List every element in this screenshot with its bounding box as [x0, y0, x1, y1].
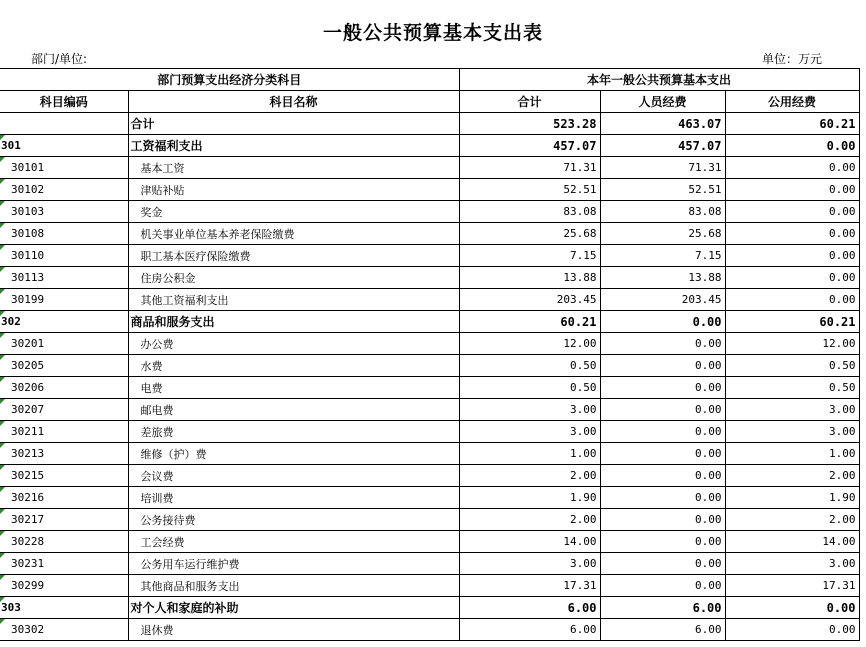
row-total-cell: 2.00 [459, 509, 600, 531]
row-name-cell: 商品和服务支出 [128, 311, 459, 333]
row-personnel-cell: 71.31 [600, 157, 725, 179]
row-personnel-cell: 6.00 [600, 619, 725, 641]
row-name-cell: 其他商品和服务支出 [128, 575, 459, 597]
row-code-cell: 30113 [0, 267, 128, 289]
unit-label: 单位：万元 [762, 52, 823, 66]
row-code-cell: 30299 [0, 575, 128, 597]
row-name-cell: 机关事业单位基本养老保险缴费 [128, 223, 459, 245]
table-row [0, 377, 859, 399]
row-name-cell: 维修（护）费 [128, 443, 459, 465]
row-personnel-cell: 0.00 [600, 487, 725, 509]
row-code-cell: 30205 [0, 355, 128, 377]
row-public-cell: 14.00 [725, 531, 859, 553]
row-total-cell: 1.00 [459, 443, 600, 465]
row-code-cell: 30110 [0, 245, 128, 267]
row-personnel-cell: 13.88 [600, 267, 725, 289]
table-row [0, 311, 859, 333]
row-name-cell: 退休费 [128, 619, 459, 641]
row-public-cell: 0.00 [725, 179, 859, 201]
header-col-name: 科目名称 [128, 91, 459, 113]
row-name-cell: 培训费 [128, 487, 459, 509]
row-public-cell: 2.00 [725, 465, 859, 487]
row-personnel-cell: 0.00 [600, 443, 725, 465]
row-total-cell: 1.90 [459, 487, 600, 509]
table-row [0, 465, 859, 487]
row-public-cell: 60.21 [725, 113, 859, 135]
row-name-cell: 办公费 [128, 333, 459, 355]
row-personnel-cell: 25.68 [600, 223, 725, 245]
table-row [0, 509, 859, 531]
row-public-cell: 0.00 [725, 289, 859, 311]
row-public-cell: 0.00 [725, 245, 859, 267]
table-row [0, 289, 859, 311]
table-row [0, 597, 859, 619]
row-total-cell: 523.28 [459, 113, 600, 135]
table-row [0, 487, 859, 509]
row-total-cell: 457.07 [459, 135, 600, 157]
table-row [0, 553, 859, 575]
row-public-cell: 0.00 [725, 223, 859, 245]
row-name-cell: 合计 [128, 113, 459, 135]
row-personnel-cell: 0.00 [600, 399, 725, 421]
table-row [0, 333, 859, 355]
row-personnel-cell: 0.00 [600, 465, 725, 487]
row-code-cell: 30213 [0, 443, 128, 465]
row-name-cell: 工会经费 [128, 531, 459, 553]
row-personnel-cell: 463.07 [600, 113, 725, 135]
row-public-cell: 0.00 [725, 619, 859, 641]
row-name-cell: 公务接待费 [128, 509, 459, 531]
table-row [0, 355, 859, 377]
table-row [0, 135, 859, 157]
row-personnel-cell: 6.00 [600, 597, 725, 619]
row-name-cell: 职工基本医疗保险缴费 [128, 245, 459, 267]
row-total-cell: 52.51 [459, 179, 600, 201]
row-public-cell: 12.00 [725, 333, 859, 355]
table-row [0, 201, 859, 223]
table-row [0, 443, 859, 465]
row-code-cell: 303 [0, 597, 128, 619]
row-personnel-cell: 0.00 [600, 509, 725, 531]
row-code-cell: 301 [0, 135, 128, 157]
row-name-cell: 住房公积金 [128, 267, 459, 289]
row-public-cell: 0.00 [725, 135, 859, 157]
table-row [0, 267, 859, 289]
row-code-cell: 30102 [0, 179, 128, 201]
row-total-cell: 17.31 [459, 575, 600, 597]
row-code-cell: 30108 [0, 223, 128, 245]
row-name-cell: 差旅费 [128, 421, 459, 443]
row-code-cell [0, 113, 128, 135]
row-name-cell: 津贴补贴 [128, 179, 459, 201]
row-personnel-cell: 457.07 [600, 135, 725, 157]
row-public-cell: 0.00 [725, 201, 859, 223]
row-personnel-cell: 0.00 [600, 421, 725, 443]
row-total-cell: 0.50 [459, 377, 600, 399]
row-total-cell: 83.08 [459, 201, 600, 223]
row-public-cell: 3.00 [725, 421, 859, 443]
header-col-personnel: 人员经费 [600, 91, 725, 113]
row-personnel-cell: 0.00 [600, 553, 725, 575]
row-total-cell: 25.68 [459, 223, 600, 245]
row-total-cell: 71.31 [459, 157, 600, 179]
row-total-cell: 3.00 [459, 421, 600, 443]
row-name-cell: 邮电费 [128, 399, 459, 421]
row-total-cell: 60.21 [459, 311, 600, 333]
row-code-cell: 30216 [0, 487, 128, 509]
header-group-left: 部门预算支出经济分类科目 [0, 69, 459, 91]
row-code-cell: 30228 [0, 531, 128, 553]
table-row [0, 179, 859, 201]
row-code-cell: 302 [0, 311, 128, 333]
header-group-right: 本年一般公共预算基本支出 [459, 69, 859, 91]
row-public-cell: 1.90 [725, 487, 859, 509]
row-public-cell: 1.00 [725, 443, 859, 465]
table-row [0, 575, 859, 597]
row-personnel-cell: 0.00 [600, 531, 725, 553]
row-code-cell: 30206 [0, 377, 128, 399]
table-row [0, 421, 859, 443]
row-public-cell: 0.00 [725, 267, 859, 289]
row-public-cell: 0.00 [725, 157, 859, 179]
row-public-cell: 2.00 [725, 509, 859, 531]
row-name-cell: 对个人和家庭的补助 [128, 597, 459, 619]
row-code-cell: 30199 [0, 289, 128, 311]
row-personnel-cell: 203.45 [600, 289, 725, 311]
row-personnel-cell: 0.00 [600, 377, 725, 399]
row-name-cell: 奖金 [128, 201, 459, 223]
row-name-cell: 公务用车运行维护费 [128, 553, 459, 575]
header-col-code: 科目编码 [0, 91, 128, 113]
table-row [0, 223, 859, 245]
page-title: 一般公共预算基本支出表 [322, 22, 543, 44]
row-public-cell: 3.00 [725, 399, 859, 421]
row-personnel-cell: 0.00 [600, 311, 725, 333]
row-public-cell: 60.21 [725, 311, 859, 333]
header-col-total: 合计 [459, 91, 600, 113]
table-row [0, 399, 859, 421]
row-name-cell: 工资福利支出 [128, 135, 459, 157]
budget-table [0, 68, 860, 641]
table-row [0, 531, 859, 553]
row-public-cell: 17.31 [725, 575, 859, 597]
row-personnel-cell: 0.00 [600, 575, 725, 597]
row-total-cell: 203.45 [459, 289, 600, 311]
row-total-cell: 0.50 [459, 355, 600, 377]
row-total-cell: 3.00 [459, 399, 600, 421]
row-code-cell: 30217 [0, 509, 128, 531]
row-personnel-cell: 7.15 [600, 245, 725, 267]
row-code-cell: 30103 [0, 201, 128, 223]
table-row [0, 619, 859, 641]
table-row [0, 113, 859, 135]
row-total-cell: 12.00 [459, 333, 600, 355]
table-row [0, 245, 859, 267]
row-code-cell: 30302 [0, 619, 128, 641]
row-code-cell: 30101 [0, 157, 128, 179]
row-personnel-cell: 0.00 [600, 355, 725, 377]
row-personnel-cell: 83.08 [600, 201, 725, 223]
row-code-cell: 30231 [0, 553, 128, 575]
row-total-cell: 2.00 [459, 465, 600, 487]
row-public-cell: 3.00 [725, 553, 859, 575]
row-public-cell: 0.00 [725, 597, 859, 619]
row-total-cell: 3.00 [459, 553, 600, 575]
row-total-cell: 14.00 [459, 531, 600, 553]
header-col-public: 公用经费 [725, 91, 859, 113]
row-total-cell: 6.00 [459, 619, 600, 641]
row-personnel-cell: 0.00 [600, 333, 725, 355]
row-name-cell: 基本工资 [128, 157, 459, 179]
row-code-cell: 30201 [0, 333, 128, 355]
row-public-cell: 0.50 [725, 377, 859, 399]
table-row [0, 157, 859, 179]
row-total-cell: 6.00 [459, 597, 600, 619]
row-total-cell: 7.15 [459, 245, 600, 267]
row-total-cell: 13.88 [459, 267, 600, 289]
row-code-cell: 30211 [0, 421, 128, 443]
row-name-cell: 电费 [128, 377, 459, 399]
row-personnel-cell: 52.51 [600, 179, 725, 201]
row-code-cell: 30215 [0, 465, 128, 487]
row-name-cell: 其他工资福利支出 [128, 289, 459, 311]
row-public-cell: 0.50 [725, 355, 859, 377]
row-code-cell: 30207 [0, 399, 128, 421]
row-name-cell: 会议费 [128, 465, 459, 487]
row-name-cell: 水费 [128, 355, 459, 377]
dept-label: 部门/单位: [31, 52, 88, 66]
